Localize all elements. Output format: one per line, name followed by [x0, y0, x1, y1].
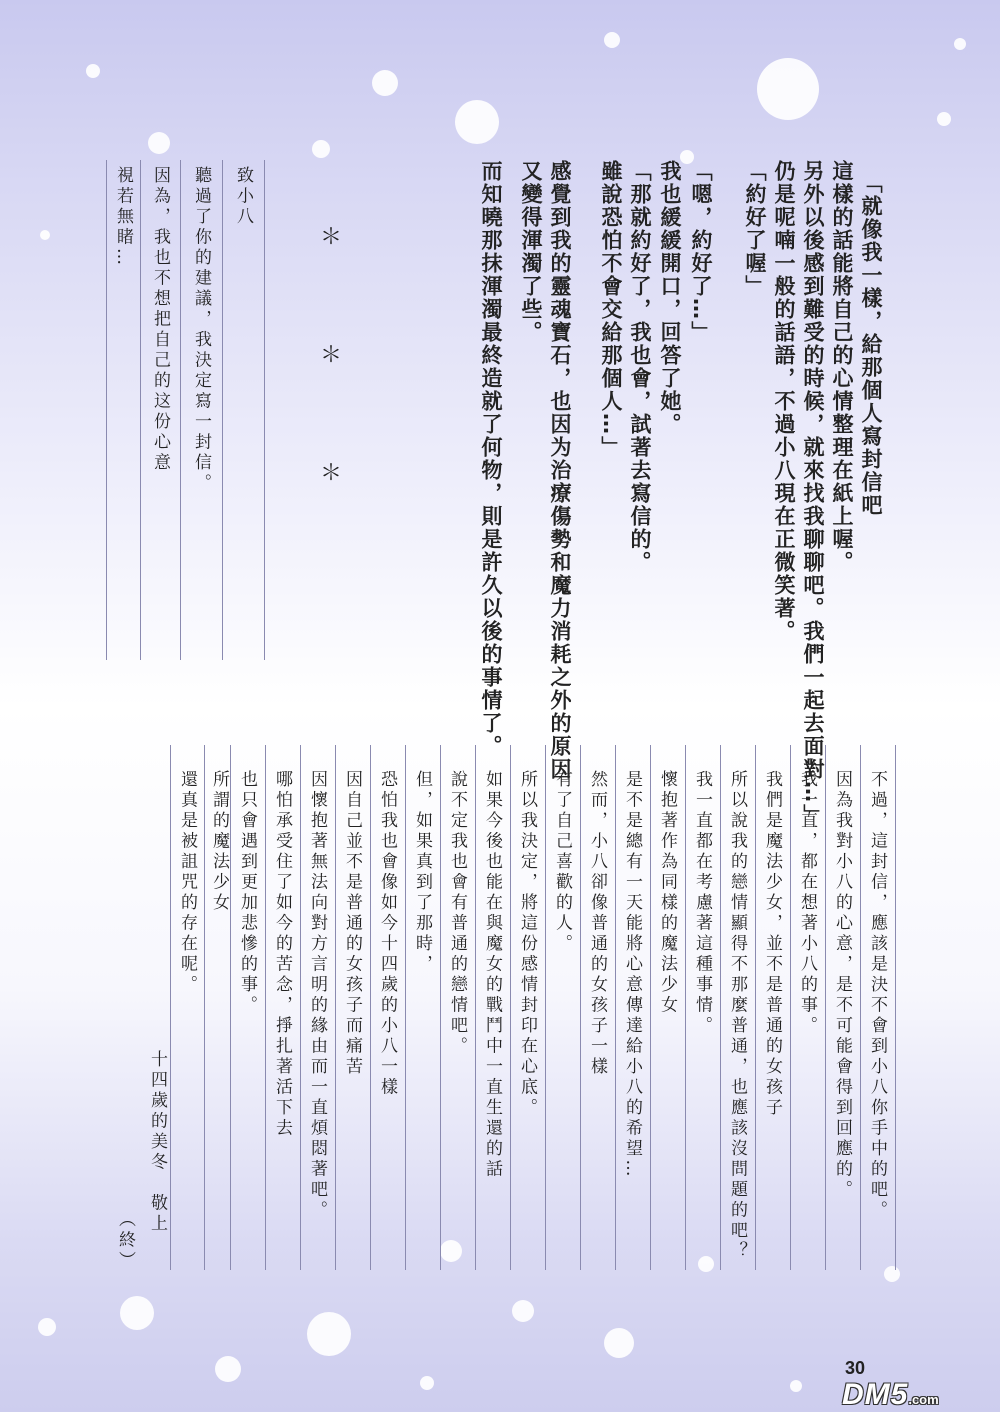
text-line: 視若無睹… [113, 166, 133, 269]
bg-dot [120, 1296, 154, 1330]
text-line: 有了自己喜歡的人。 [552, 770, 572, 955]
text-line: 因自己並不是普通的女孩子而痛苦 [342, 770, 362, 1078]
ruled-line [222, 160, 223, 660]
bg-dot [604, 1328, 634, 1358]
ruled-line [475, 745, 476, 1270]
ruled-line [510, 745, 511, 1270]
bg-dot [604, 32, 620, 48]
ruled-line [720, 745, 721, 1270]
ruled-line [860, 745, 861, 1270]
text-line: 懷抱著作為同樣的魔法少女 [657, 770, 677, 1016]
bg-dot [148, 132, 170, 154]
text-line: 感覺到我的靈魂寶石，也因为治療傷勢和魔力消耗之外的原因 [548, 160, 572, 781]
text-line: 我一直，都在想著小八的事。 [797, 770, 817, 1037]
ruled-line [204, 745, 205, 1270]
bg-dot [38, 1318, 56, 1336]
bg-dot [420, 1376, 434, 1390]
text-line: 「那就約好了，我也會，試著去寫信的。 [628, 160, 652, 574]
text-line: 另外以後感到難受的時候，就來找我聊聊吧。我們一起去面對…」 [801, 160, 825, 827]
bg-dot [790, 1380, 802, 1392]
text-line: 所以我決定，將這份感情封印在心底。 [517, 770, 537, 1119]
text-line: 「嗯，約好了…」 [689, 160, 713, 344]
ruled-line [230, 745, 231, 1270]
ruled-line [106, 160, 107, 660]
bg-dot [372, 70, 398, 96]
ruled-line [440, 745, 441, 1270]
bg-dot [86, 64, 100, 78]
bg-dot [937, 112, 951, 126]
bg-dot [312, 140, 330, 158]
text-line: 我們是魔法少女，並不是普通的女孩子 [762, 770, 782, 1119]
bg-dot [307, 1312, 351, 1356]
text-line: 因懷抱著無法向對方言明的緣由而一直煩悶著吧。 [307, 770, 327, 1221]
ruled-line [650, 745, 651, 1270]
text-line: 然而，小八卻像普通的女孩子一樣 [587, 770, 607, 1078]
text-line: 「就像我一樣，給那個人寫封信吧 [859, 172, 883, 517]
separator-star: ＊ [320, 461, 343, 486]
ruled-line [685, 745, 686, 1270]
bg-dot [512, 1300, 534, 1322]
text-line: 如果今後也能在與魔女的戰鬥中一直生還的話 [482, 770, 502, 1180]
letter-salutation: 致小八 [233, 166, 253, 228]
text-line: 而知曉那抹渾濁最終造就了何物，則是許久以後的事情了。 [479, 160, 503, 758]
ruled-line [370, 745, 371, 1270]
ruled-line [180, 160, 181, 660]
text-line: 因為，我也不想把自己的这份心意 [150, 166, 170, 474]
ruled-line [264, 160, 265, 660]
page-number: 30 [845, 1358, 866, 1378]
bg-dot [455, 100, 499, 144]
text-line: 說不定我也會有普通的戀情吧。 [447, 770, 467, 1057]
text-line: 仍是呢喃一般的話語，不過小八現在正微笑著。 [772, 160, 796, 643]
ruled-line [790, 745, 791, 1270]
ruled-line [545, 745, 546, 1270]
bg-dot [884, 1266, 900, 1282]
text-line: 但，如果真到了那時， [412, 770, 432, 975]
text-line: 還真是被詛咒的存在呢。 [177, 770, 197, 996]
bg-dot [40, 230, 50, 240]
ruled-line [300, 745, 301, 1270]
text-line: 不過，這封信，應該是決不會到小八你手中的吧。 [867, 770, 887, 1221]
text-line: 是不是總有一天能將心意傳達給小八的希望… [622, 770, 642, 1180]
site-logo [842, 1378, 939, 1412]
text-line: 所謂的魔法少女 [209, 770, 229, 914]
text-line: 因為我對小八的心意，是不可能會得到回應的。 [832, 770, 852, 1201]
ruled-line [170, 745, 171, 1270]
bg-dot [954, 38, 966, 50]
ruled-line [580, 745, 581, 1270]
text-line: 雖說恐怕不會交給那個人…」 [599, 160, 623, 459]
end-mark: （終） [115, 1210, 135, 1272]
ruled-line [335, 745, 336, 1270]
ruled-line [615, 745, 616, 1270]
ruled-line [755, 745, 756, 1270]
text-line: 這樣的話能將自己的心情整理在紙上喔。 [830, 160, 854, 574]
separator-star: ＊ [320, 225, 343, 250]
bg-dot [215, 1356, 241, 1382]
bg-dot [757, 58, 819, 120]
text-line: 哪怕承受住了如今的苦念，掙扎著活下去 [272, 770, 292, 1139]
text-line: 恐怕我也會像如今十四歲的小八一樣 [377, 770, 397, 1098]
bg-dot [440, 1240, 462, 1262]
ruled-line [825, 745, 826, 1270]
text-line: 聽過了你的建議，我決定寫一封信。 [191, 166, 211, 494]
text-line: 我也緩緩開口，回答了她。 [658, 160, 682, 436]
ruled-line [265, 745, 266, 1270]
separator-star: ＊ [320, 343, 343, 368]
ruled-line [140, 160, 141, 660]
text-line: 又變得渾濁了些。 [519, 160, 543, 344]
text-line: 我一直都在考慮著這種事情。 [692, 770, 712, 1037]
bg-dot [698, 1256, 714, 1272]
logo-text: DM5 [842, 1378, 909, 1411]
letter-signature: 十四歲的美冬 敬上 [147, 1050, 167, 1235]
logo-suffix: .com [908, 1392, 939, 1407]
text-line: 「約好了喔」 [743, 160, 767, 298]
ruled-line [895, 745, 896, 1270]
ruled-line [405, 745, 406, 1270]
text-line: 所以說我的戀情顯得不那麼普通，也應該沒問題的吧？ [727, 770, 747, 1262]
text-line: 也只會遇到更加悲慘的事。 [237, 770, 257, 1016]
